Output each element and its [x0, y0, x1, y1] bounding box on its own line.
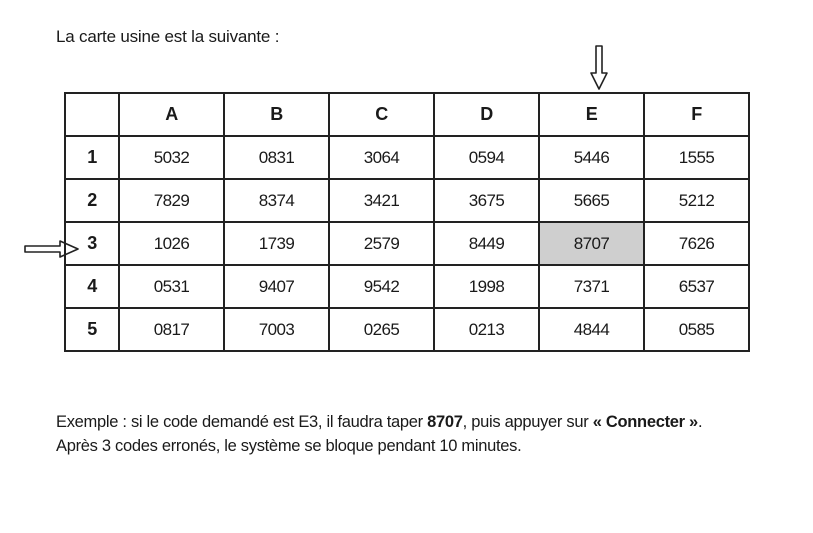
connect-button-label: « Connecter » [592, 413, 698, 431]
row-header: 5 [65, 308, 119, 351]
table-row [65, 136, 749, 179]
code-cell: 8374 [224, 179, 329, 222]
column-header: B [224, 93, 329, 136]
example-text: . [697, 413, 703, 431]
code-cell: 1026 [119, 222, 224, 265]
code-cell: 0585 [644, 308, 749, 351]
example-text: , puis appuyer sur [462, 413, 593, 431]
code-card-table [64, 92, 750, 352]
column-header: E [539, 93, 644, 136]
code-cell: 0213 [434, 308, 539, 351]
code-cell: 1739 [224, 222, 329, 265]
example-paragraph [56, 410, 702, 458]
code-cell: 7003 [224, 308, 329, 351]
code-cell: 5212 [644, 179, 749, 222]
column-header: C [329, 93, 434, 136]
table-row [65, 179, 749, 222]
column-header: A [119, 93, 224, 136]
code-cell: 5665 [539, 179, 644, 222]
code-cell: 3064 [329, 136, 434, 179]
column-arrow-icon [589, 45, 609, 91]
row-header: 2 [65, 179, 119, 222]
table-corner-cell [65, 93, 119, 136]
code-cell: 0594 [434, 136, 539, 179]
table-row [65, 265, 749, 308]
code-cell: 3421 [329, 179, 434, 222]
code-cell: 0531 [119, 265, 224, 308]
code-cell: 2579 [329, 222, 434, 265]
code-cell: 9407 [224, 265, 329, 308]
highlighted-code-cell: 8707 [539, 222, 644, 265]
code-cell: 9542 [329, 265, 434, 308]
code-cell: 8449 [434, 222, 539, 265]
code-cell: 0817 [119, 308, 224, 351]
example-text: Exemple : si le code demandé est E3, il faudra taper [56, 413, 428, 431]
code-cell: 1555 [644, 136, 749, 179]
table-row [65, 222, 749, 265]
code-cell: 5446 [539, 136, 644, 179]
column-header: F [644, 93, 749, 136]
example-code: 8707 [427, 413, 463, 431]
intro-text: La carte usine est la suivante : [56, 27, 280, 46]
table-row [65, 308, 749, 351]
table-header-row [65, 93, 749, 136]
row-header: 4 [65, 265, 119, 308]
code-cell: 7626 [644, 222, 749, 265]
row-header: 1 [65, 136, 119, 179]
code-cell: 1998 [434, 265, 539, 308]
code-cell: 3675 [434, 179, 539, 222]
code-cell: 7371 [539, 265, 644, 308]
example-line-2: Après 3 codes erronés, le système se bloque pendant 10 minutes. [56, 437, 522, 455]
code-cell: 6537 [644, 265, 749, 308]
example-line-1 [56, 410, 702, 434]
row-header: 3 [65, 222, 119, 265]
code-cell: 5032 [119, 136, 224, 179]
code-cell: 7829 [119, 179, 224, 222]
column-header: D [434, 93, 539, 136]
code-cell: 0265 [329, 308, 434, 351]
code-cell: 4844 [539, 308, 644, 351]
code-cell: 0831 [224, 136, 329, 179]
